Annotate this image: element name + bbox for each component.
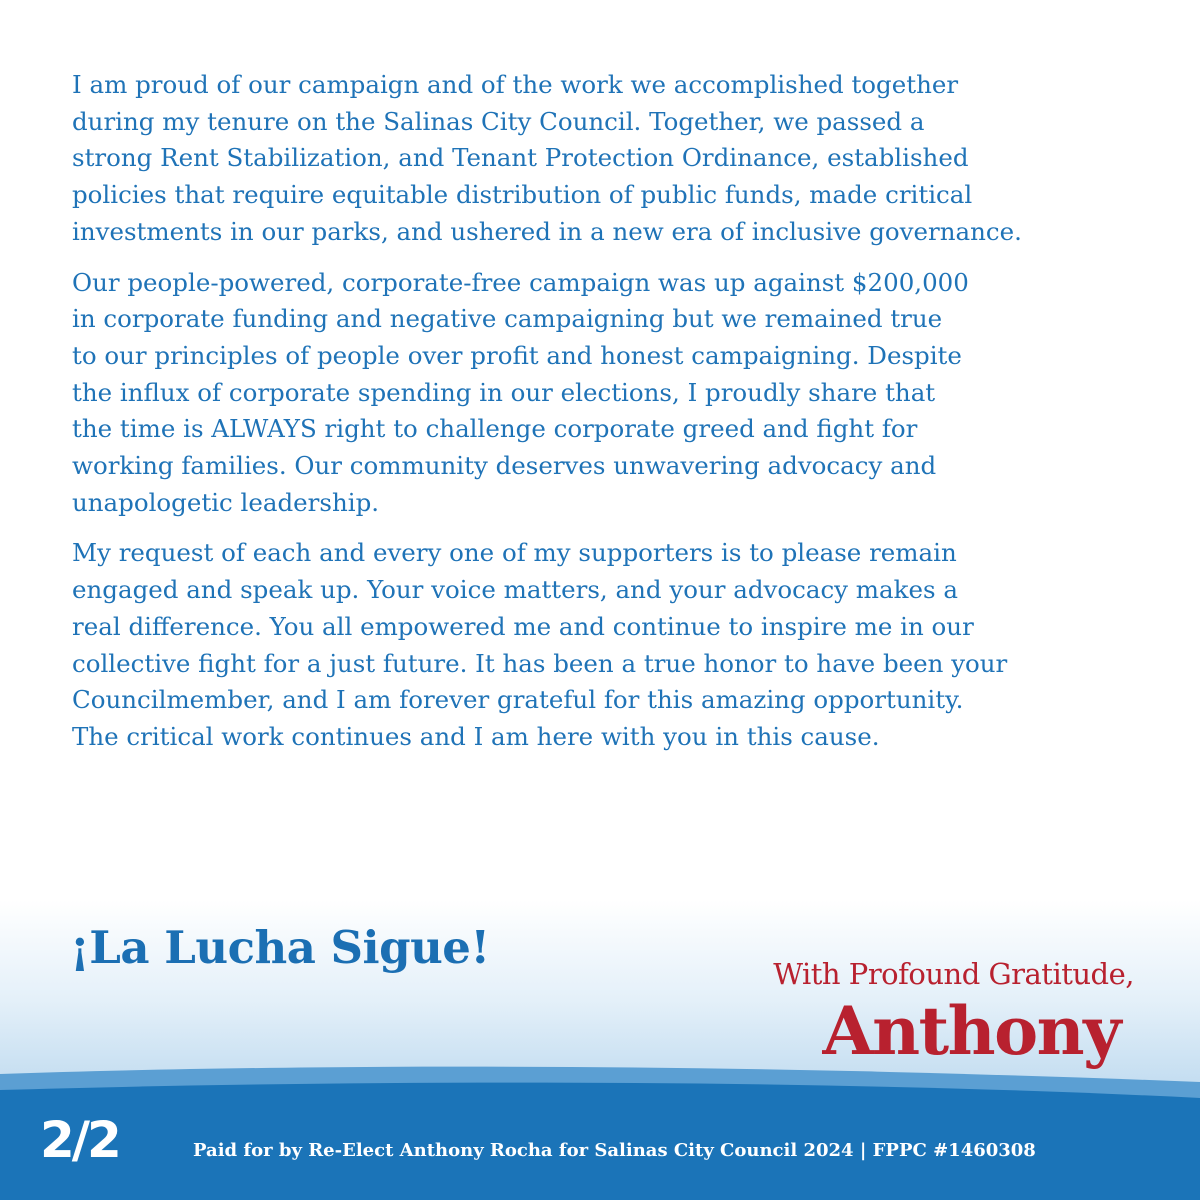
letter-paragraph-2: Our people-powered, corporate-free campaign was up against $200,000 in corporate funding and negative campaigning but we remained true to our principles of people over profit and honest campaigning. Despite the influx of corporate spending in our elections, I proudly share that the time is ALWAYS right to challenge corporate greed and fight for working families. Our community deserves unwavering advocacy and unapologetic leadership. — [72, 267, 969, 517]
letter-paragraph-3: My request of each and every one of my supporters is to please remain engaged and speak up. Your voice matters, and your advocacy makes a real difference. You all empowered me and continue to inspire me in our collective fight for a just future. It has been a true honor to have been your Councilmember, and I am forever grateful for this amazing opportunity. The critical work continues and I am here with you in this cause. — [72, 538, 1008, 751]
letter-body — [72, 67, 1162, 756]
paid-for-disclaimer: Paid for by Re-Elect Anthony Rocha for Salinas City Council 2024 | FPPC #1460308 — [193, 1140, 1036, 1161]
slogan-heading: ¡La Lucha Sigue! — [70, 921, 490, 974]
letter-paragraph-1: I am proud of our campaign and of the work we accomplished together during my tenure on the Salinas City Council. Together, we passed a strong Rent Stabilization, and Tenant Protection Ordinance, established policies that require equitable distribution of public funds, made critical investments in our parks, and ushered in a new era of inclusive governance. — [72, 70, 1022, 246]
closing-line: With Profound Gratitude, — [773, 957, 1134, 991]
page-number: 2/2 — [40, 1111, 119, 1169]
signature-name: Anthony — [822, 992, 1120, 1070]
footer-wave-band — [0, 1060, 1200, 1200]
